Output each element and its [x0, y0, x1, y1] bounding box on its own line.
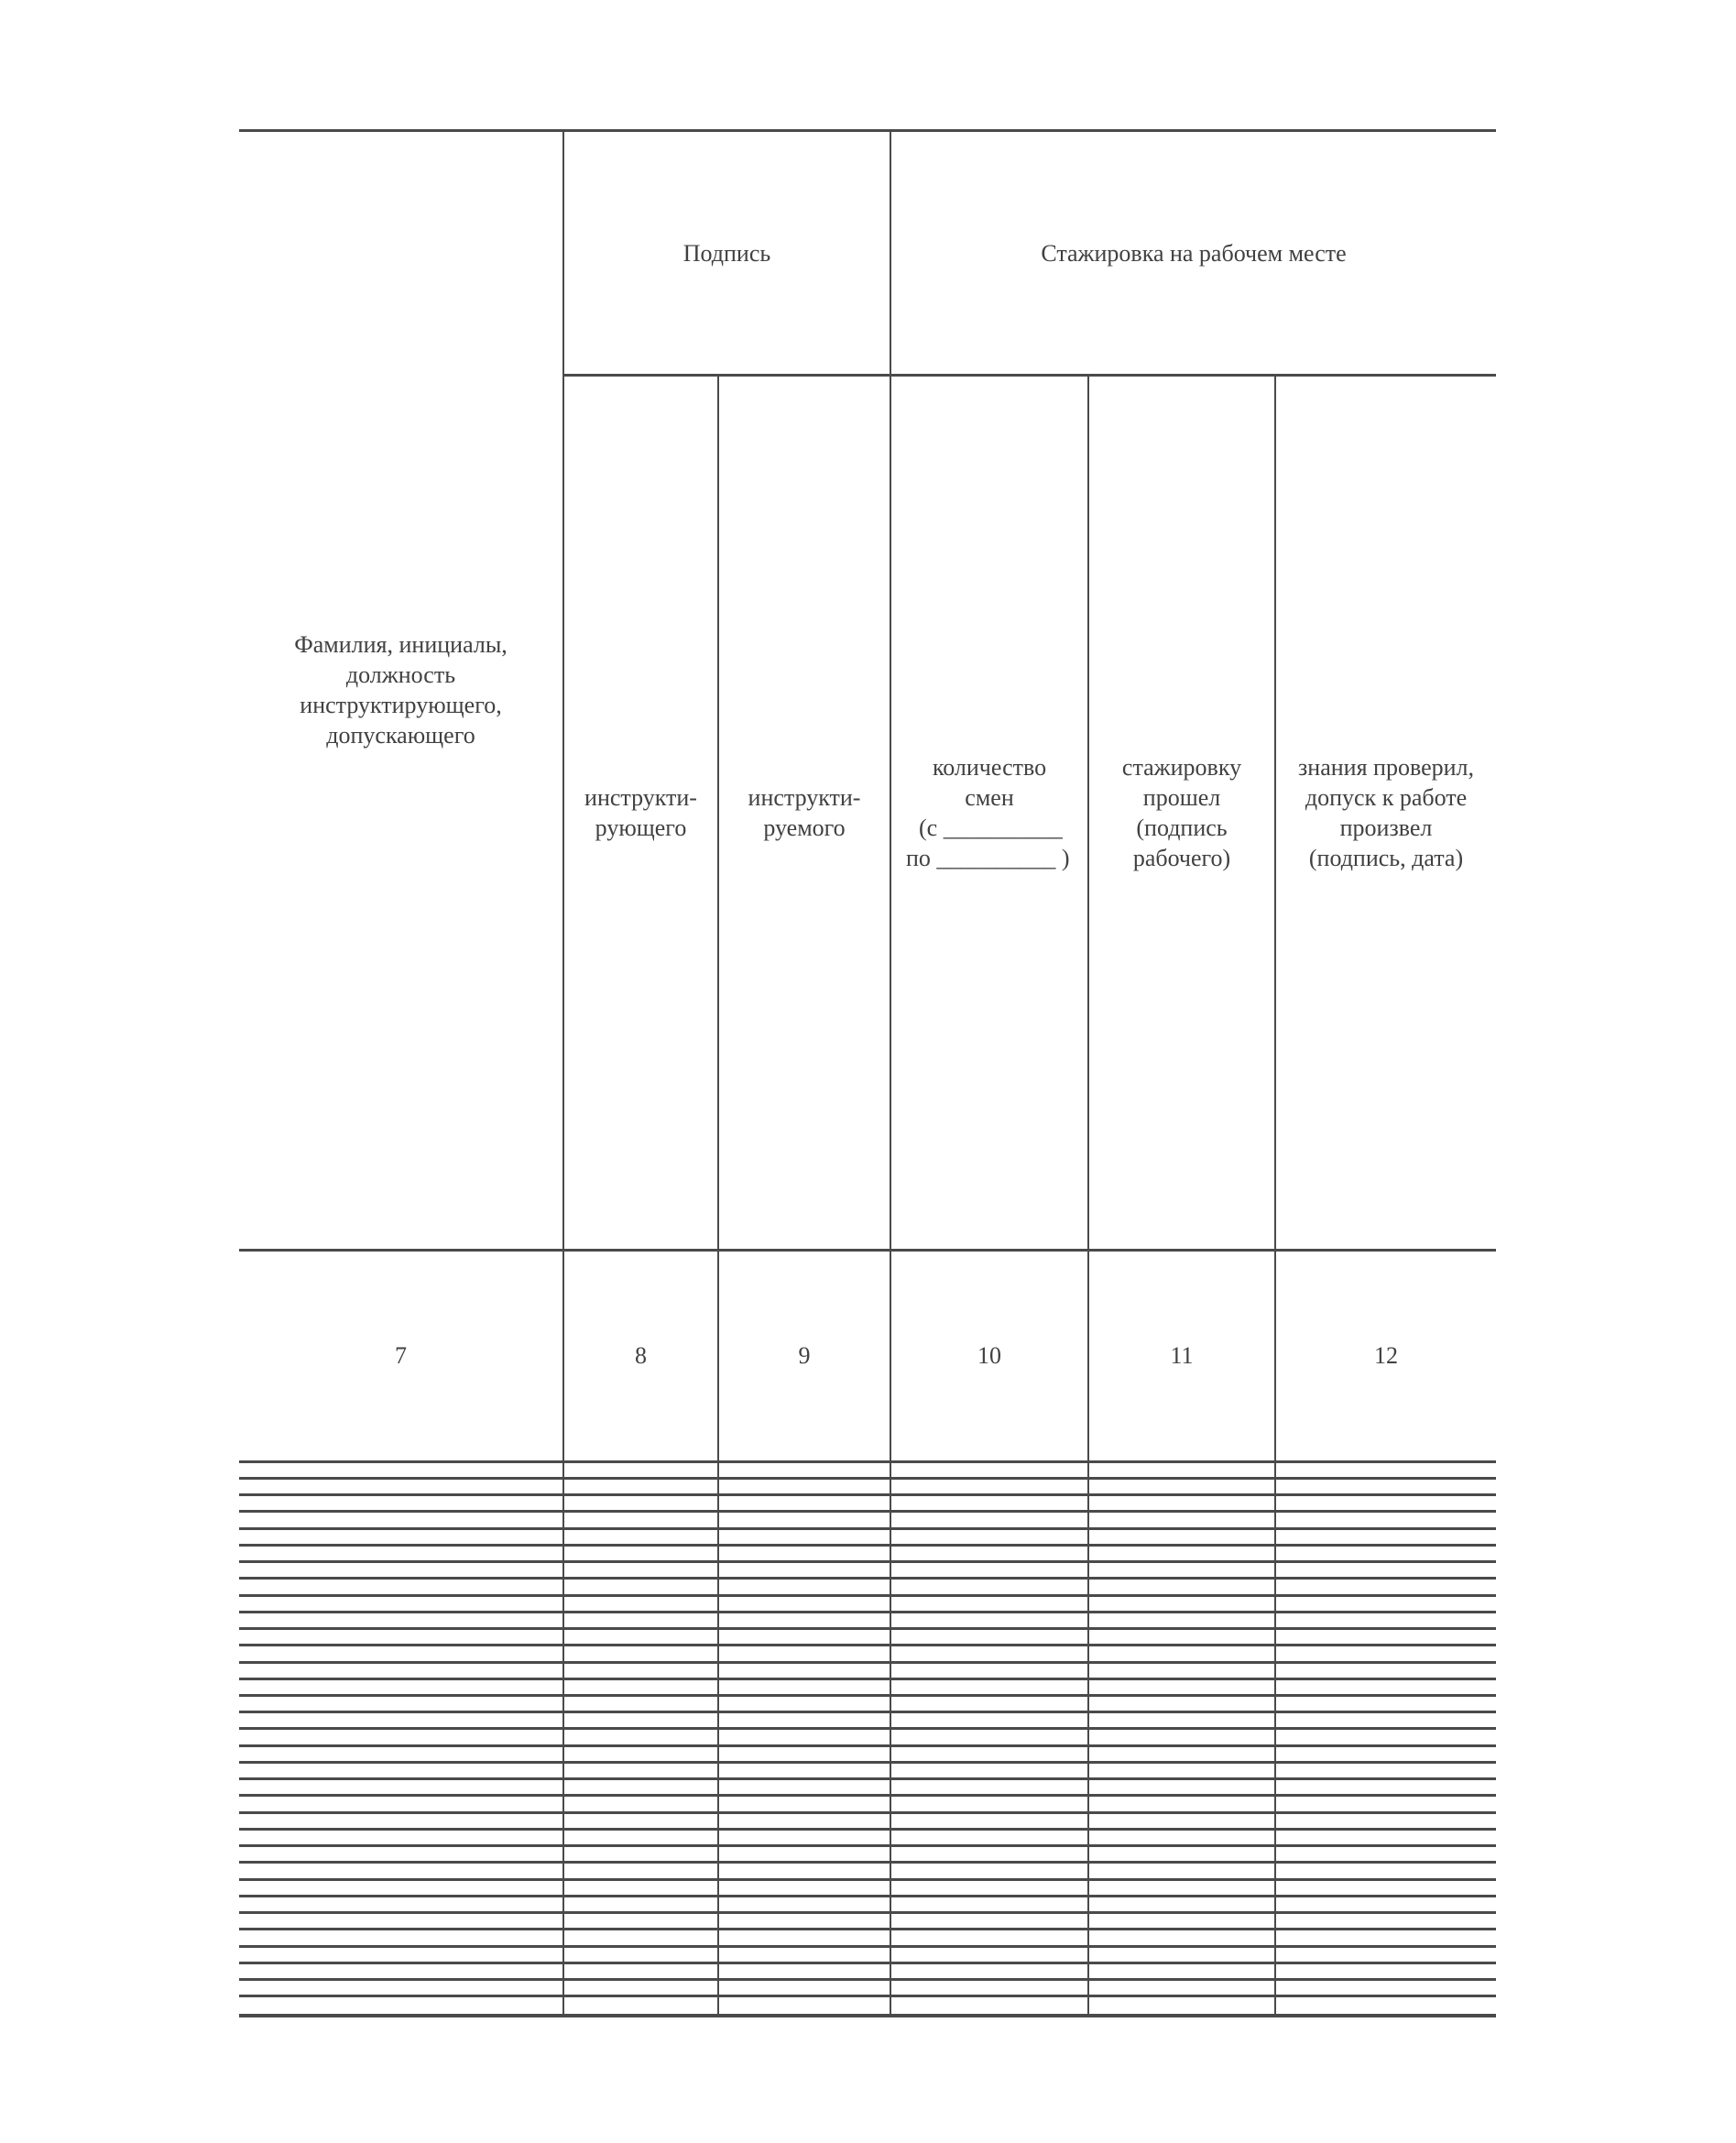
body-row — [239, 1478, 1496, 1494]
body-cell — [890, 1612, 1088, 1628]
body-cell — [1275, 1762, 1496, 1778]
body-cell — [239, 1562, 563, 1579]
body-cell — [239, 1629, 563, 1646]
body-cell — [718, 1779, 890, 1796]
column-header-11-line: стажировку — [1121, 754, 1242, 782]
body-row — [239, 1579, 1496, 1595]
body-cell — [239, 1913, 563, 1930]
body-cell — [890, 1729, 1088, 1745]
body-cell — [1275, 1495, 1496, 1512]
column-header-7-line: инструктирующего, — [300, 692, 502, 719]
column-header-12-line: (подпись, дата) — [1308, 845, 1464, 872]
column-header-10 — [890, 376, 1088, 1250]
column-header-10-blank-from: (с __________ — [919, 815, 1063, 842]
body-cell — [718, 1863, 890, 1879]
body-cell — [239, 1779, 563, 1796]
column-number-9: 9 — [718, 1250, 890, 1461]
body-cell — [1275, 1646, 1496, 1662]
body-cell — [890, 1461, 1088, 1478]
body-cell — [718, 1646, 890, 1662]
body-cell — [890, 1796, 1088, 1812]
body-cell — [890, 1996, 1088, 2016]
body-cell — [890, 1879, 1088, 1896]
body-row — [239, 1612, 1496, 1628]
column-number-11: 11 — [1088, 1250, 1275, 1461]
body-cell — [890, 1896, 1088, 1912]
body-row — [239, 1762, 1496, 1778]
body-cell — [1275, 1812, 1496, 1829]
body-cell — [890, 1762, 1088, 1778]
body-cell — [239, 1829, 563, 1845]
body-cell — [1275, 1562, 1496, 1579]
body-cell — [563, 1846, 718, 1863]
body-cell — [890, 1495, 1088, 1512]
body-cell — [890, 1562, 1088, 1579]
body-cell — [239, 1996, 563, 2016]
body-cell — [718, 1812, 890, 1829]
body-cell — [239, 1762, 563, 1778]
body-cell — [718, 1478, 890, 1494]
body-cell — [1088, 1595, 1275, 1612]
body-cell — [1275, 1629, 1496, 1646]
body-cell — [1088, 1562, 1275, 1579]
body-cell — [718, 1930, 890, 1946]
body-row — [239, 1562, 1496, 1579]
body-cell — [718, 1796, 890, 1812]
body-cell — [1275, 1461, 1496, 1478]
body-cell — [239, 1461, 563, 1478]
column-header-9-line: инструкти- — [748, 784, 861, 812]
body-cell — [890, 1528, 1088, 1545]
body-cell — [1275, 1863, 1496, 1879]
body-cell — [890, 1678, 1088, 1695]
body-cell — [1275, 1829, 1496, 1845]
body-cell — [239, 1979, 563, 1995]
body-row — [239, 1979, 1496, 1995]
body-row — [239, 1896, 1496, 1912]
body-cell — [890, 1595, 1088, 1612]
body-cell — [563, 1946, 718, 1963]
body-cell — [239, 1896, 563, 1912]
body-row — [239, 1695, 1496, 1711]
body-cell — [239, 1812, 563, 1829]
body-cell — [718, 1461, 890, 1478]
body-cell — [563, 1796, 718, 1812]
body-cell — [718, 1695, 890, 1711]
body-cell — [563, 1678, 718, 1695]
body-row — [239, 1829, 1496, 1845]
body-cell — [563, 1595, 718, 1612]
body-cell — [239, 1863, 563, 1879]
body-cell — [890, 1846, 1088, 1863]
body-cell — [1088, 1512, 1275, 1528]
body-cell — [563, 1979, 718, 1995]
body-row — [239, 1879, 1496, 1896]
body-cell — [890, 1512, 1088, 1528]
body-cell — [718, 1829, 890, 1845]
column-header-12-line: произвел — [1339, 815, 1433, 842]
column-header-10-line: количество — [932, 754, 1047, 782]
column-header-12-line: допуск к работе — [1305, 784, 1468, 812]
body-cell — [563, 1495, 718, 1512]
column-header-7-line: должность — [345, 661, 456, 689]
body-cell — [890, 1779, 1088, 1796]
body-row — [239, 1729, 1496, 1745]
body-cell — [890, 1695, 1088, 1711]
body-cell — [1275, 1979, 1496, 1995]
body-cell — [563, 1812, 718, 1829]
body-cell — [239, 1745, 563, 1762]
column-header-9 — [718, 376, 890, 1250]
body-cell — [563, 1963, 718, 1979]
body-cell — [563, 1512, 718, 1528]
body-cell — [890, 1963, 1088, 1979]
body-cell — [239, 1478, 563, 1494]
body-cell — [1088, 1545, 1275, 1561]
body-cell — [1275, 1779, 1496, 1796]
body-cell — [1275, 1745, 1496, 1762]
body-cell — [890, 1662, 1088, 1678]
form-table — [239, 129, 1496, 2017]
body-row — [239, 1812, 1496, 1829]
body-cell — [1275, 1729, 1496, 1745]
column-number-8: 8 — [563, 1250, 718, 1461]
body-cell — [1275, 1930, 1496, 1946]
body-cell — [1275, 1946, 1496, 1963]
body-cell — [239, 1796, 563, 1812]
body-cell — [890, 1629, 1088, 1646]
body-cell — [1275, 1579, 1496, 1595]
body-cell — [1088, 1979, 1275, 1995]
body-cell — [563, 1930, 718, 1946]
body-cell — [718, 1612, 890, 1628]
body-cell — [239, 1695, 563, 1711]
body-row — [239, 1930, 1496, 1946]
body-row — [239, 1863, 1496, 1879]
body-cell — [1275, 1595, 1496, 1612]
body-cell — [718, 1678, 890, 1695]
column-header-11 — [1088, 376, 1275, 1250]
column-number-10: 10 — [890, 1250, 1088, 1461]
body-cell — [563, 1745, 718, 1762]
body-cell — [890, 1863, 1088, 1879]
body-cell — [890, 1979, 1088, 1995]
body-cell — [718, 1913, 890, 1930]
body-cell — [1088, 1946, 1275, 1963]
body-cell — [718, 1996, 890, 2016]
body-cell — [563, 1863, 718, 1879]
body-cell — [563, 1662, 718, 1678]
body-cell — [563, 1695, 718, 1711]
body-cell — [1088, 1495, 1275, 1512]
table-body — [239, 1461, 1496, 2016]
body-cell — [718, 1629, 890, 1646]
body-cell — [563, 1528, 718, 1545]
body-cell — [239, 1545, 563, 1561]
column-number-row — [239, 1250, 1496, 1461]
body-cell — [1088, 1629, 1275, 1646]
body-cell — [890, 1946, 1088, 1963]
column-header-10-blank-to: по __________ ) — [906, 845, 1070, 872]
body-cell — [718, 1712, 890, 1729]
body-cell — [239, 1662, 563, 1678]
column-header-11-line: (подпись — [1136, 815, 1228, 842]
body-cell — [563, 1629, 718, 1646]
body-cell — [1275, 1879, 1496, 1896]
body-cell — [239, 1528, 563, 1545]
body-cell — [890, 1930, 1088, 1946]
body-cell — [890, 1812, 1088, 1829]
body-cell — [563, 1461, 718, 1478]
column-header-10-line: смен — [965, 784, 1014, 812]
body-row — [239, 1662, 1496, 1678]
body-cell — [1088, 1896, 1275, 1912]
body-cell — [563, 1913, 718, 1930]
body-cell — [1088, 1712, 1275, 1729]
body-cell — [239, 1495, 563, 1512]
body-cell — [563, 1829, 718, 1845]
column-header-7-line: Фамилия, инициалы, — [294, 631, 508, 659]
body-cell — [239, 1612, 563, 1628]
body-cell — [563, 1612, 718, 1628]
body-cell — [1088, 1762, 1275, 1778]
body-cell — [1275, 1545, 1496, 1561]
body-cell — [1088, 1729, 1275, 1745]
body-cell — [239, 1712, 563, 1729]
body-row — [239, 1946, 1496, 1963]
body-cell — [239, 1930, 563, 1946]
body-cell — [890, 1579, 1088, 1595]
body-cell — [890, 1478, 1088, 1494]
column-header-11-line: рабочего) — [1132, 845, 1231, 872]
body-cell — [718, 1545, 890, 1561]
body-cell — [239, 1678, 563, 1695]
body-cell — [1088, 1963, 1275, 1979]
body-cell — [718, 1729, 890, 1745]
body-cell — [1275, 1695, 1496, 1711]
table-header — [239, 131, 1496, 1462]
body-cell — [1275, 1478, 1496, 1494]
body-cell — [1275, 1528, 1496, 1545]
body-cell — [1088, 1913, 1275, 1930]
body-row — [239, 1595, 1496, 1612]
group-header-internship: Стажировка на рабочем месте — [890, 131, 1496, 376]
body-cell — [1088, 1812, 1275, 1829]
body-cell — [718, 1846, 890, 1863]
body-cell — [890, 1829, 1088, 1845]
body-cell — [718, 1528, 890, 1545]
body-cell — [563, 1896, 718, 1912]
body-cell — [718, 1662, 890, 1678]
body-cell — [718, 1562, 890, 1579]
body-row — [239, 1629, 1496, 1646]
body-cell — [1088, 1996, 1275, 2016]
body-row — [239, 1779, 1496, 1796]
column-header-8 — [563, 376, 718, 1250]
body-cell — [1088, 1863, 1275, 1879]
body-cell — [1088, 1461, 1275, 1478]
body-row — [239, 1646, 1496, 1662]
body-cell — [239, 1646, 563, 1662]
body-cell — [563, 1996, 718, 2016]
body-cell — [1088, 1796, 1275, 1812]
body-cell — [718, 1979, 890, 1995]
body-cell — [239, 1879, 563, 1896]
column-header-12-line: знания проверил, — [1298, 754, 1474, 782]
body-row — [239, 1846, 1496, 1863]
group-header-row — [239, 131, 1496, 376]
body-cell — [718, 1512, 890, 1528]
body-row — [239, 1678, 1496, 1695]
body-cell — [1088, 1879, 1275, 1896]
column-header-8-line: рующего — [595, 815, 687, 842]
body-cell — [563, 1562, 718, 1579]
body-cell — [239, 1946, 563, 1963]
body-cell — [1088, 1829, 1275, 1845]
group-header-signature: Подпись — [563, 131, 890, 376]
body-cell — [1088, 1930, 1275, 1946]
body-cell — [1088, 1695, 1275, 1711]
body-cell — [718, 1946, 890, 1963]
body-cell — [1275, 1896, 1496, 1912]
body-cell — [718, 1595, 890, 1612]
column-header-8-line: инструкти- — [584, 784, 697, 812]
body-row — [239, 1528, 1496, 1545]
body-cell — [1275, 1662, 1496, 1678]
body-cell — [563, 1646, 718, 1662]
body-cell — [1088, 1678, 1275, 1695]
body-cell — [1275, 1913, 1496, 1930]
body-cell — [1088, 1662, 1275, 1678]
body-cell — [890, 1712, 1088, 1729]
body-cell — [563, 1729, 718, 1745]
body-cell — [890, 1646, 1088, 1662]
body-row — [239, 1913, 1496, 1930]
body-row — [239, 1996, 1496, 2016]
body-cell — [1275, 1612, 1496, 1628]
body-cell — [890, 1545, 1088, 1561]
body-cell — [1275, 1796, 1496, 1812]
body-cell — [718, 1879, 890, 1896]
body-row — [239, 1745, 1496, 1762]
body-cell — [718, 1896, 890, 1912]
column-number-12: 12 — [1275, 1250, 1496, 1461]
body-cell — [239, 1595, 563, 1612]
body-cell — [563, 1762, 718, 1778]
body-row — [239, 1712, 1496, 1729]
body-cell — [1275, 1996, 1496, 2016]
body-row — [239, 1495, 1496, 1512]
body-cell — [1088, 1779, 1275, 1796]
body-cell — [718, 1762, 890, 1778]
body-cell — [239, 1729, 563, 1745]
column-header-11-line: прошел — [1142, 784, 1221, 812]
body-cell — [239, 1579, 563, 1595]
body-cell — [563, 1779, 718, 1796]
body-cell — [1275, 1678, 1496, 1695]
body-cell — [1088, 1846, 1275, 1863]
body-cell — [563, 1478, 718, 1494]
body-cell — [1275, 1712, 1496, 1729]
body-cell — [1275, 1512, 1496, 1528]
body-cell — [239, 1846, 563, 1863]
body-cell — [239, 1963, 563, 1979]
body-cell — [563, 1545, 718, 1561]
body-cell — [718, 1963, 890, 1979]
column-header-7 — [239, 131, 563, 1251]
body-cell — [718, 1495, 890, 1512]
body-cell — [239, 1512, 563, 1528]
body-cell — [1088, 1745, 1275, 1762]
column-number-7: 7 — [239, 1250, 563, 1461]
body-cell — [890, 1745, 1088, 1762]
body-cell — [718, 1745, 890, 1762]
body-cell — [1088, 1612, 1275, 1628]
body-cell — [1088, 1579, 1275, 1595]
body-cell — [1088, 1478, 1275, 1494]
body-cell — [563, 1879, 718, 1896]
body-cell — [718, 1579, 890, 1595]
body-row — [239, 1796, 1496, 1812]
column-header-12 — [1275, 376, 1496, 1250]
body-cell — [1088, 1528, 1275, 1545]
body-cell — [1275, 1963, 1496, 1979]
body-cell — [1088, 1646, 1275, 1662]
body-cell — [563, 1712, 718, 1729]
body-row — [239, 1545, 1496, 1561]
body-cell — [563, 1579, 718, 1595]
body-cell — [1275, 1846, 1496, 1863]
column-header-7-line: допускающего — [326, 722, 475, 749]
body-cell — [890, 1913, 1088, 1930]
body-row — [239, 1512, 1496, 1528]
column-header-9-line: руемого — [763, 815, 846, 842]
body-row — [239, 1461, 1496, 1478]
body-row — [239, 1963, 1496, 1979]
